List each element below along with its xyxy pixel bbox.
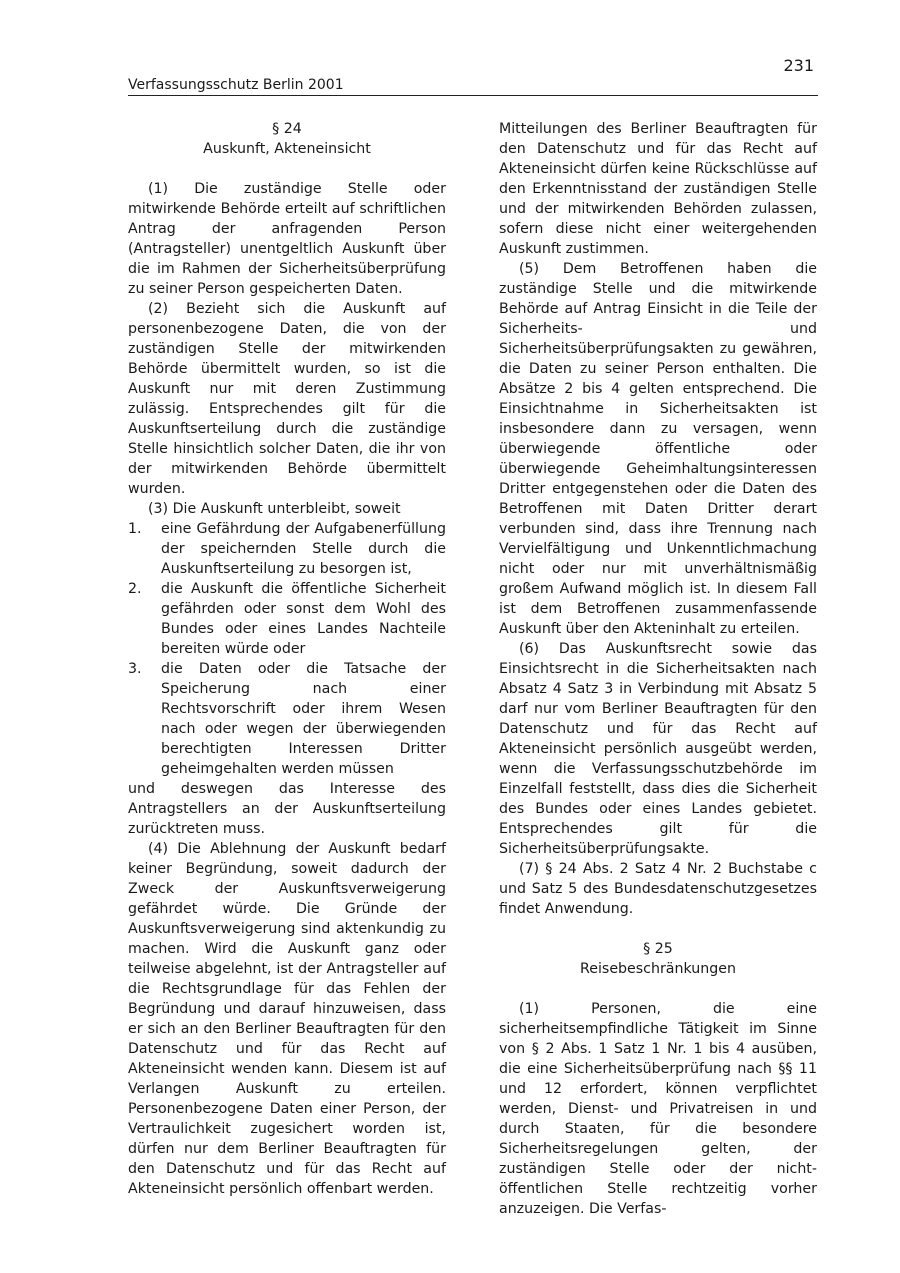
section-24-paragraph-3-outro: und deswegen das Interesse des Antragstellers an der Auskunftserteilung zurücktreten muss. xyxy=(128,781,446,837)
list-item-text: die Auskunft die öffentliche Sicherheit gefährden oder sonst dem Wohl des Bundes oder eines Landes Nachteile bereiten würde oder xyxy=(161,581,446,657)
section-24-paragraph-4-continued: Mitteilungen des Berliner Beauftragten für den Datenschutz und für das Recht auf Akteneinsicht dürfen keine Rückschlüsse auf den Erkenntnisstand der zuständigen Stelle und der mitwirkenden Behörden zulassen, sofern diese nicht einer weitergehenden Auskunft zustimmen. xyxy=(499,121,817,257)
section-25-title: Reisebeschränkungen xyxy=(580,961,736,977)
section-25-paragraph-1: (1) Personen, die eine sicherheitsempfindliche Tätigkeit im Sinne von § 2 Abs. 1 Satz 1 Nr. 1 bis 4 ausüben, die eine Sicherheitsüberprüfung nach §§ 11 und 12 erfordert, können verpflichtet werden, Dienst- und Privatreisen in und durch Staaten, für die besondere Sicherheitsregelungen gelten, der zuständigen Stelle oder der nicht-öffentlichen Stelle rechtzeitig vorher anzuzeigen. Die Verfas- xyxy=(499,1001,817,1217)
running-header: Verfassungsschutz Berlin 2001 xyxy=(128,77,344,93)
spacer xyxy=(499,979,817,999)
section-25-heading xyxy=(499,939,817,979)
list-item xyxy=(128,519,446,579)
list-item-marker: 3. xyxy=(128,661,142,677)
section-24-paragraph-4: (4) Die Ablehnung der Auskunft bedarf keiner Begründung, soweit dadurch der Zweck der Auskunftsverweigerung gefährdet würde. Die Gründe der Auskunftsverweigerung sind aktenkundig zu machen. Wird die Auskunft ganz oder teilweise abgelehnt, ist der Antragsteller auf die Rechtsgrundlage für das Fehlen der Begründung und darauf hinzuweisen, dass er sich an den Berliner Beauftragten für den Datenschutz und für das Recht auf Akteneinsicht wenden kann. Diesem ist auf Verlangen Auskunft zu erteilen. Personenbezogene Daten einer Person, der Vertraulichkeit zugesichert worden ist, dürfen nur dem Berliner Beauftragten für den Datenschutz und für das Recht auf Akteneinsicht persönlich offenbart werden. xyxy=(128,841,446,1197)
section-24-paragraph-2: (2) Bezieht sich die Auskunft auf personenbezogene Daten, die von der zuständigen Stelle der mitwirkenden Behörde übermittelt wurden, so ist die Auskunft nur mit deren Zustimmung zulässig. Entsprechendes gilt für die Auskunftserteilung durch die zuständige Stelle hinsichtlich solcher Daten, die ihr von der mitwirkenden Behörde übermittelt wurden. xyxy=(128,301,446,497)
list-item-text: eine Gefährdung der Aufgabenerfüllung der speichernden Stelle durch die Auskunftserteilung zu besorgen ist, xyxy=(161,521,446,577)
list-item-marker: 2. xyxy=(128,581,142,597)
section-24-paragraph-5: (5) Dem Betroffenen haben die zuständige Stelle und die mitwirkende Behörde auf Antrag Einsicht in die Teile der Sicherheits- und Sicherheitsüberprüfungsakten zu gewähren, die Daten zu seiner Person enthalten. Die Absätze 2 bis 4 gelten entsprechend. Die Einsichtnahme in Sicherheitsakten ist insbesondere dann zu versagen, wenn überwiegende öffentliche oder überwiegende Geheimhaltungsinteressen Dritter entgegenstehen oder die Daten des Betroffenen mit Daten Dritter derart verbunden sind, dass ihre Trennung nach Vervielfältigung und Unkenntlichmachung nicht oder nur mit unverhältnismäßig großem Aufwand möglich ist. In diesem Fall ist dem Betroffenen zusammenfassende Auskunft über den Akteninhalt zu erteilen. xyxy=(499,261,817,637)
list-item xyxy=(128,579,446,659)
section-24-paragraph-1: (1) Die zuständige Stelle oder mitwirkende Behörde erteilt auf schriftlichen Antrag der anfragenden Person (Antragsteller) unentgeltlich Auskunft über die im Rahmen der Sicherheitsüberprüfung zu seiner Person gespeicherten Daten. xyxy=(128,181,446,297)
page-number: 231 xyxy=(783,56,814,75)
spacer xyxy=(128,159,446,179)
section-24-paragraph-7: (7) § 24 Abs. 2 Satz 4 Nr. 2 Buchstabe c und Satz 5 des Bundesdatenschutzgesetzes findet Anwendung. xyxy=(499,861,817,917)
spacer xyxy=(499,919,817,939)
header-divider xyxy=(128,95,818,96)
list-item-text: die Daten oder die Tatsache der Speicherung nach einer Rechtsvorschrift oder ihrem Wesen nach oder wegen der überwiegenden berechtigten Interessen Dritter geheimgehalten werden müssen xyxy=(161,661,446,777)
section-24-paragraph-3-list xyxy=(128,519,446,779)
list-item xyxy=(128,659,446,779)
left-column xyxy=(128,119,446,1199)
list-item-marker: 1. xyxy=(128,521,142,537)
right-column xyxy=(499,119,817,1219)
section-24-paragraph-6: (6) Das Auskunftsrecht sowie das Einsichtsrecht in die Sicherheitsakten nach Absatz 4 Satz 3 in Verbindung mit Absatz 5 darf nur vom Berliner Beauftragten für den Datenschutz und für das Recht auf Akteneinsicht persönlich ausgeübt werden, wenn die Verfassungsschutzbehörde im Einzelfall feststellt, dass dies die Sicherheit des Bundes oder eines Landes gebietet. Entsprechendes gilt für die Sicherheitsüberprüfungsakte. xyxy=(499,641,817,857)
section-24-paragraph-3-intro: (3) Die Auskunft unterbleibt, soweit xyxy=(148,501,401,517)
section-24-title: Auskunft, Akteneinsicht xyxy=(203,141,371,157)
section-25-number: § 25 xyxy=(643,941,673,957)
section-24-heading xyxy=(128,119,446,159)
section-24-number: § 24 xyxy=(272,121,302,137)
